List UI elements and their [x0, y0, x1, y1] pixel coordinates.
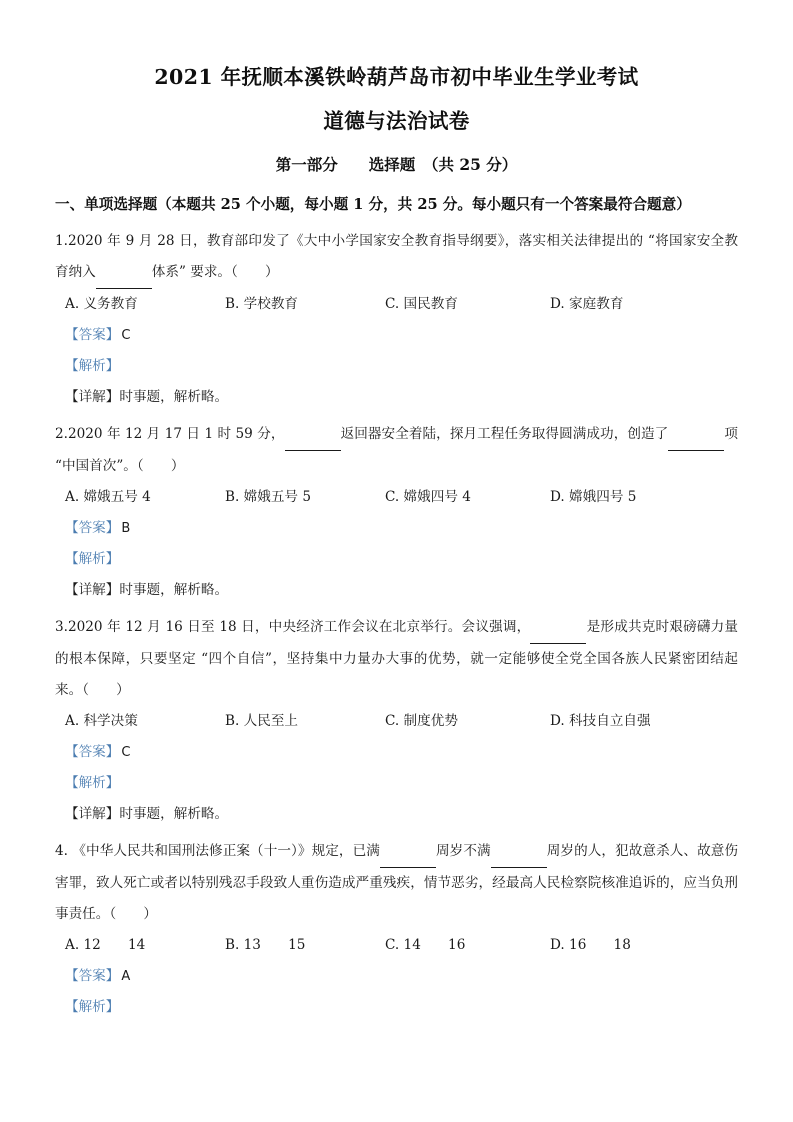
detail-tag: 【详解】	[65, 806, 120, 822]
question-stem	[55, 220, 738, 289]
question-number: 4.	[55, 843, 68, 859]
question-block	[55, 413, 738, 606]
detail-text: 时事题，解析略。	[119, 582, 229, 598]
analysis-tag: 【解析】	[65, 358, 120, 374]
option-c[interactable]: C. 制度优势	[385, 713, 458, 729]
question-number: 3.	[55, 619, 68, 635]
question-block	[55, 830, 738, 1023]
question-block	[55, 220, 738, 413]
option-a[interactable]: A. 科学决策	[65, 713, 138, 729]
answer-line	[55, 737, 738, 768]
question-text: 2020 年 9 月 28 日，教育部印发了《大中小学国家安全教育指导纲要》，落实相关法律提出的 “将国家安全教育纳入	[55, 233, 738, 280]
option-c[interactable]: C. 嫦娥四号 4	[385, 489, 471, 505]
fill-blank	[668, 419, 724, 451]
question-text: 2020 年 12 月 17 日 1 时 59 分，	[67, 426, 285, 442]
detail-line	[55, 382, 738, 413]
question-stem	[55, 413, 738, 482]
answer-line	[55, 513, 738, 544]
analysis-tag: 【解析】	[65, 775, 120, 791]
fill-blank	[380, 836, 436, 868]
detail-tag: 【详解】	[65, 582, 120, 598]
detail-text: 时事题，解析略。	[119, 806, 229, 822]
analysis-tag: 【解析】	[65, 999, 120, 1015]
answer-value: B	[121, 521, 131, 536]
question-stem	[55, 830, 738, 930]
option-row	[55, 289, 738, 320]
detail-line	[55, 575, 738, 606]
question-text-cont2: 项 “中国首次”。（ ）	[55, 426, 739, 474]
answer-value: C	[121, 745, 131, 760]
question-text-cont2: 周岁的人，犯故意杀人、故意伤害罪，致人死亡或者以特别残忍手段致人重伤造成严重残疾，情节恶劣，经最高人民检察院核准追诉的，应当负刑事责任。（ ）	[55, 843, 739, 922]
option-row	[55, 930, 738, 961]
analysis-line	[55, 768, 738, 799]
analysis-line	[55, 992, 738, 1023]
question-number: 2.	[55, 426, 68, 442]
answer-tag: 【答案】	[65, 327, 120, 343]
answer-line	[55, 320, 738, 351]
answer-value: A	[121, 969, 131, 984]
page-subtitle: 道德与法治试卷	[323, 109, 470, 133]
detail-line	[55, 799, 738, 830]
option-row	[55, 706, 738, 737]
fill-blank	[491, 836, 547, 868]
question-text-cont: 周岁不满	[435, 843, 491, 859]
option-d[interactable]: D. 16 18	[550, 937, 631, 953]
analysis-line	[55, 544, 738, 575]
analysis-tag: 【解析】	[65, 551, 120, 567]
option-b[interactable]: B. 学校教育	[225, 296, 299, 312]
analysis-line	[55, 351, 738, 382]
option-b[interactable]: B. 嫦娥五号 5	[225, 489, 311, 505]
section-intro: 一、单项选择题（本题共 25 个小题，每小题 1 分，共 25 分。每小题只有一个答案最符合题意）	[55, 196, 691, 213]
detail-text: 时事题，解析略。	[119, 389, 229, 405]
answer-tag: 【答案】	[65, 520, 120, 536]
option-a[interactable]: A. 12 14	[65, 937, 146, 953]
question-text: 《中华人民共和国刑法修正案（十一）》规定，已满	[72, 843, 380, 859]
question-text: 2020 年 12 月 16 日至 18 日，中央经济工作会议在北京举行。会议强调，	[67, 619, 531, 635]
page-title: 2021 年抚顺本溪铁岭葫芦岛市初中毕业生学业考试	[154, 65, 639, 89]
fill-blank	[96, 257, 152, 289]
answer-tag: 【答案】	[65, 744, 120, 760]
option-d[interactable]: D. 嫦娥四号 5	[550, 489, 637, 505]
answer-value: C	[121, 328, 131, 343]
question-text-cont: 体系” 要求。（ ）	[151, 264, 279, 280]
fill-blank	[285, 419, 341, 451]
option-d[interactable]: D. 家庭教育	[550, 296, 624, 312]
option-a[interactable]: A. 嫦娥五号 4	[65, 489, 151, 505]
question-stem	[55, 606, 738, 706]
answer-line	[55, 961, 738, 992]
option-row	[55, 482, 738, 513]
option-d[interactable]: D. 科技自立自强	[550, 713, 651, 729]
option-b[interactable]: B. 人民至上	[225, 713, 299, 729]
option-b[interactable]: B. 13 15	[225, 937, 306, 953]
option-a[interactable]: A. 义务教育	[65, 296, 138, 312]
question-block	[55, 606, 738, 830]
part-heading: 第一部分 选择题 （共 25 分）	[275, 155, 518, 174]
answer-tag: 【答案】	[65, 968, 120, 984]
question-text-cont: 返回器安全着陆，探月工程任务取得圆满成功，创造了	[340, 426, 669, 442]
question-text-cont: 是形成共克时艰磅礴力量的根本保障，只要坚定 “四个自信”，坚持集中力量办大事的优势，就一定能够使全党全国各族人民紧密团结起来。（ ）	[55, 619, 739, 698]
detail-tag: 【详解】	[65, 389, 120, 405]
option-c[interactable]: C. 国民教育	[385, 296, 458, 312]
option-c[interactable]: C. 14 16	[385, 937, 466, 953]
fill-blank	[530, 612, 586, 644]
question-number: 1.	[55, 233, 68, 249]
